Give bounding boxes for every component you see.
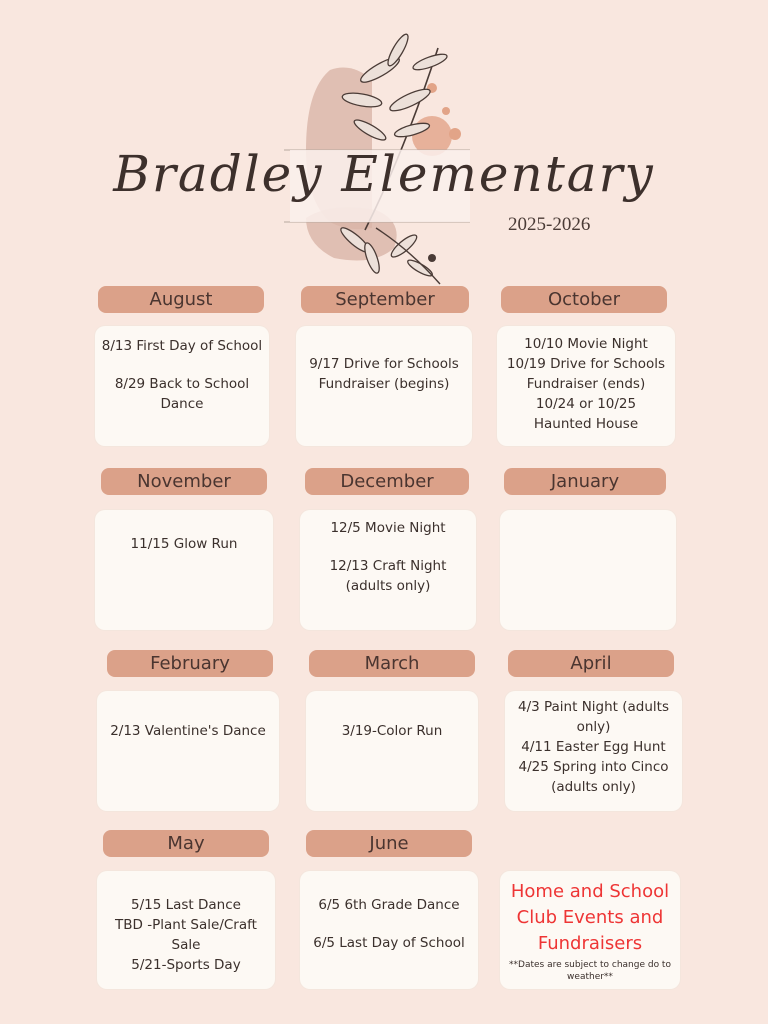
club-events-heading: Home and School Club Events and Fundraisers xyxy=(510,881,670,954)
month-label-january: January xyxy=(504,468,666,495)
events-box-march xyxy=(306,691,478,811)
month-label-august: August xyxy=(98,286,264,313)
event-text: 9/17 Drive for Schools Fundraiser (begins) xyxy=(309,356,459,392)
month-label-april: April xyxy=(508,650,674,677)
event-text: 8/13 First Day of School xyxy=(101,338,263,354)
page-title: Bradley Elementary xyxy=(113,145,655,203)
events-box-november xyxy=(95,510,273,630)
event-text: 10/10 Movie Night 10/19 Drive for Schools Fundraiser (ends) 10/24 or 10/25 Haunted House xyxy=(506,336,666,432)
events-box-april xyxy=(505,691,682,811)
event-text: 6/5 Last Day of School xyxy=(313,935,465,951)
event-text: 6/5 6th Grade Dance xyxy=(318,897,460,913)
events-box-august xyxy=(95,326,269,446)
month-label-september: September xyxy=(301,286,469,313)
month-label-october: October xyxy=(501,286,667,313)
events-box-june xyxy=(300,871,478,989)
event-text: 3/19-Color Run xyxy=(341,723,443,739)
event-text: 2/13 Valentine's Dance xyxy=(110,723,266,739)
month-label-december: December xyxy=(305,468,469,495)
events-box-december xyxy=(300,510,476,630)
event-text: 12/5 Movie Night xyxy=(330,520,446,536)
weather-note: **Dates are subject to change do to weather** xyxy=(509,960,671,982)
month-label-may: May xyxy=(103,830,269,857)
month-label-march: March xyxy=(309,650,475,677)
event-text: 8/29 Back to School Dance xyxy=(114,376,250,412)
month-label-february: February xyxy=(107,650,273,677)
school-year: 2025-2026 xyxy=(508,214,591,235)
event-text: 4/3 Paint Night (adults only) 4/11 Easter Egg Hunt 4/25 Spring into Cinco (adults only) xyxy=(517,699,670,795)
events-box-february xyxy=(97,691,279,811)
month-label-november: November xyxy=(101,468,267,495)
month-label-june: June xyxy=(306,830,472,857)
events-box-october xyxy=(497,326,675,446)
event-text: 5/15 Last Dance TBD -Plant Sale/Craft Sale 5/21-Sports Day xyxy=(115,897,257,973)
club-events-box xyxy=(500,871,680,989)
events-box-may xyxy=(97,871,275,989)
events-box-january xyxy=(500,510,676,630)
event-text: 11/15 Glow Run xyxy=(130,536,238,552)
event-text: 12/13 Craft Night (adults only) xyxy=(329,558,447,594)
events-box-september xyxy=(296,326,472,446)
